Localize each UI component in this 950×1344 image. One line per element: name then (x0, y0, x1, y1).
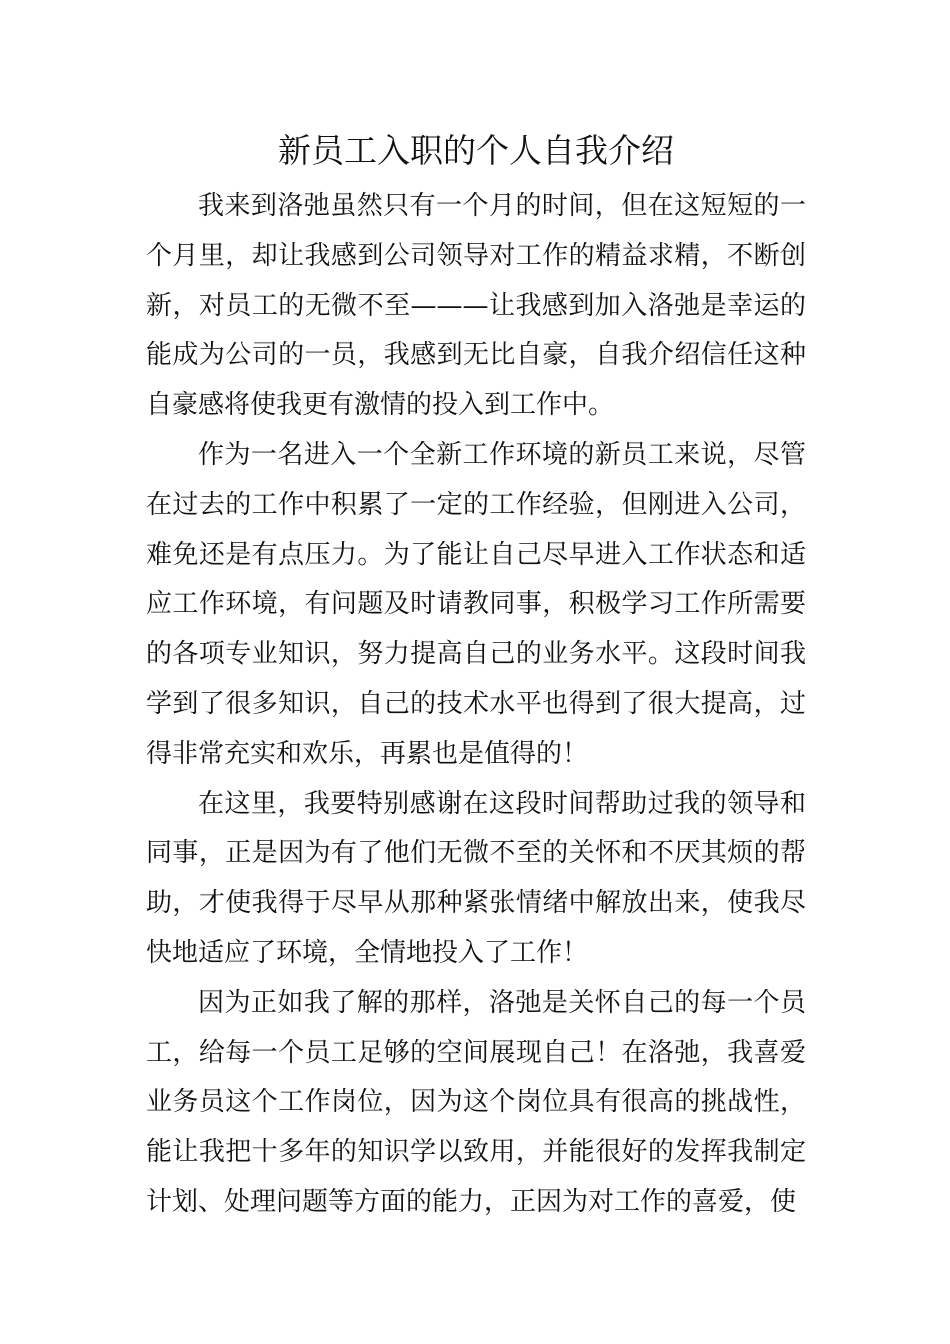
paragraph-4: 因为正如我了解的那样，洛弛是关怀自己的每一个员工，给每一个员工足够的空间展现自己！在洛弛，我喜爱业务员这个工作岗位，因为这个岗位具有很高的挑战性，能让我把十多年的知识学以致用，并能很好的发挥我制定计划、处理问题等方面的能力，正因为对工作的喜爱，使 (146, 987, 806, 1217)
paragraph-3: 在这里，我要特别感谢在这段时间帮助过我的领导和同事，正是因为有了他们无微不至的关怀和不厌其烦的帮助，才使我得于尽早从那种紧张情绪中解放出来，使我尽快地适应了环境，全情地投入了工作！ (146, 788, 806, 968)
document-title: 新员工入职的个人自我介绍 (278, 131, 674, 170)
paragraph-2: 作为一名进入一个全新工作环境的新员工来说，尽管在过去的工作中积累了一定的工作经验，但刚进入公司，难免还是有点压力。为了能让自己尽早进入工作状态和适应工作环境，有问题及时请教同事，积极学习工作所需要的各项专业知识，努力提高自己的业务水平。这段时间我学到了很多知识，自己的技术水平也得到了很大提高，过得非常充实和欢乐，再累也是值得的！ (146, 439, 806, 769)
paragraph-1: 我来到洛弛虽然只有一个月的时间，但在这短短的一个月里，却让我感到公司领导对工作的精益求精，不断创新，对员工的无微不至———让我感到加入洛弛是幸运的能成为公司的一员，我感到无比自豪，自我介绍信任这种自豪感将使我更有激情的投入到工作中。 (146, 191, 806, 421)
document-body (146, 120, 806, 1228)
